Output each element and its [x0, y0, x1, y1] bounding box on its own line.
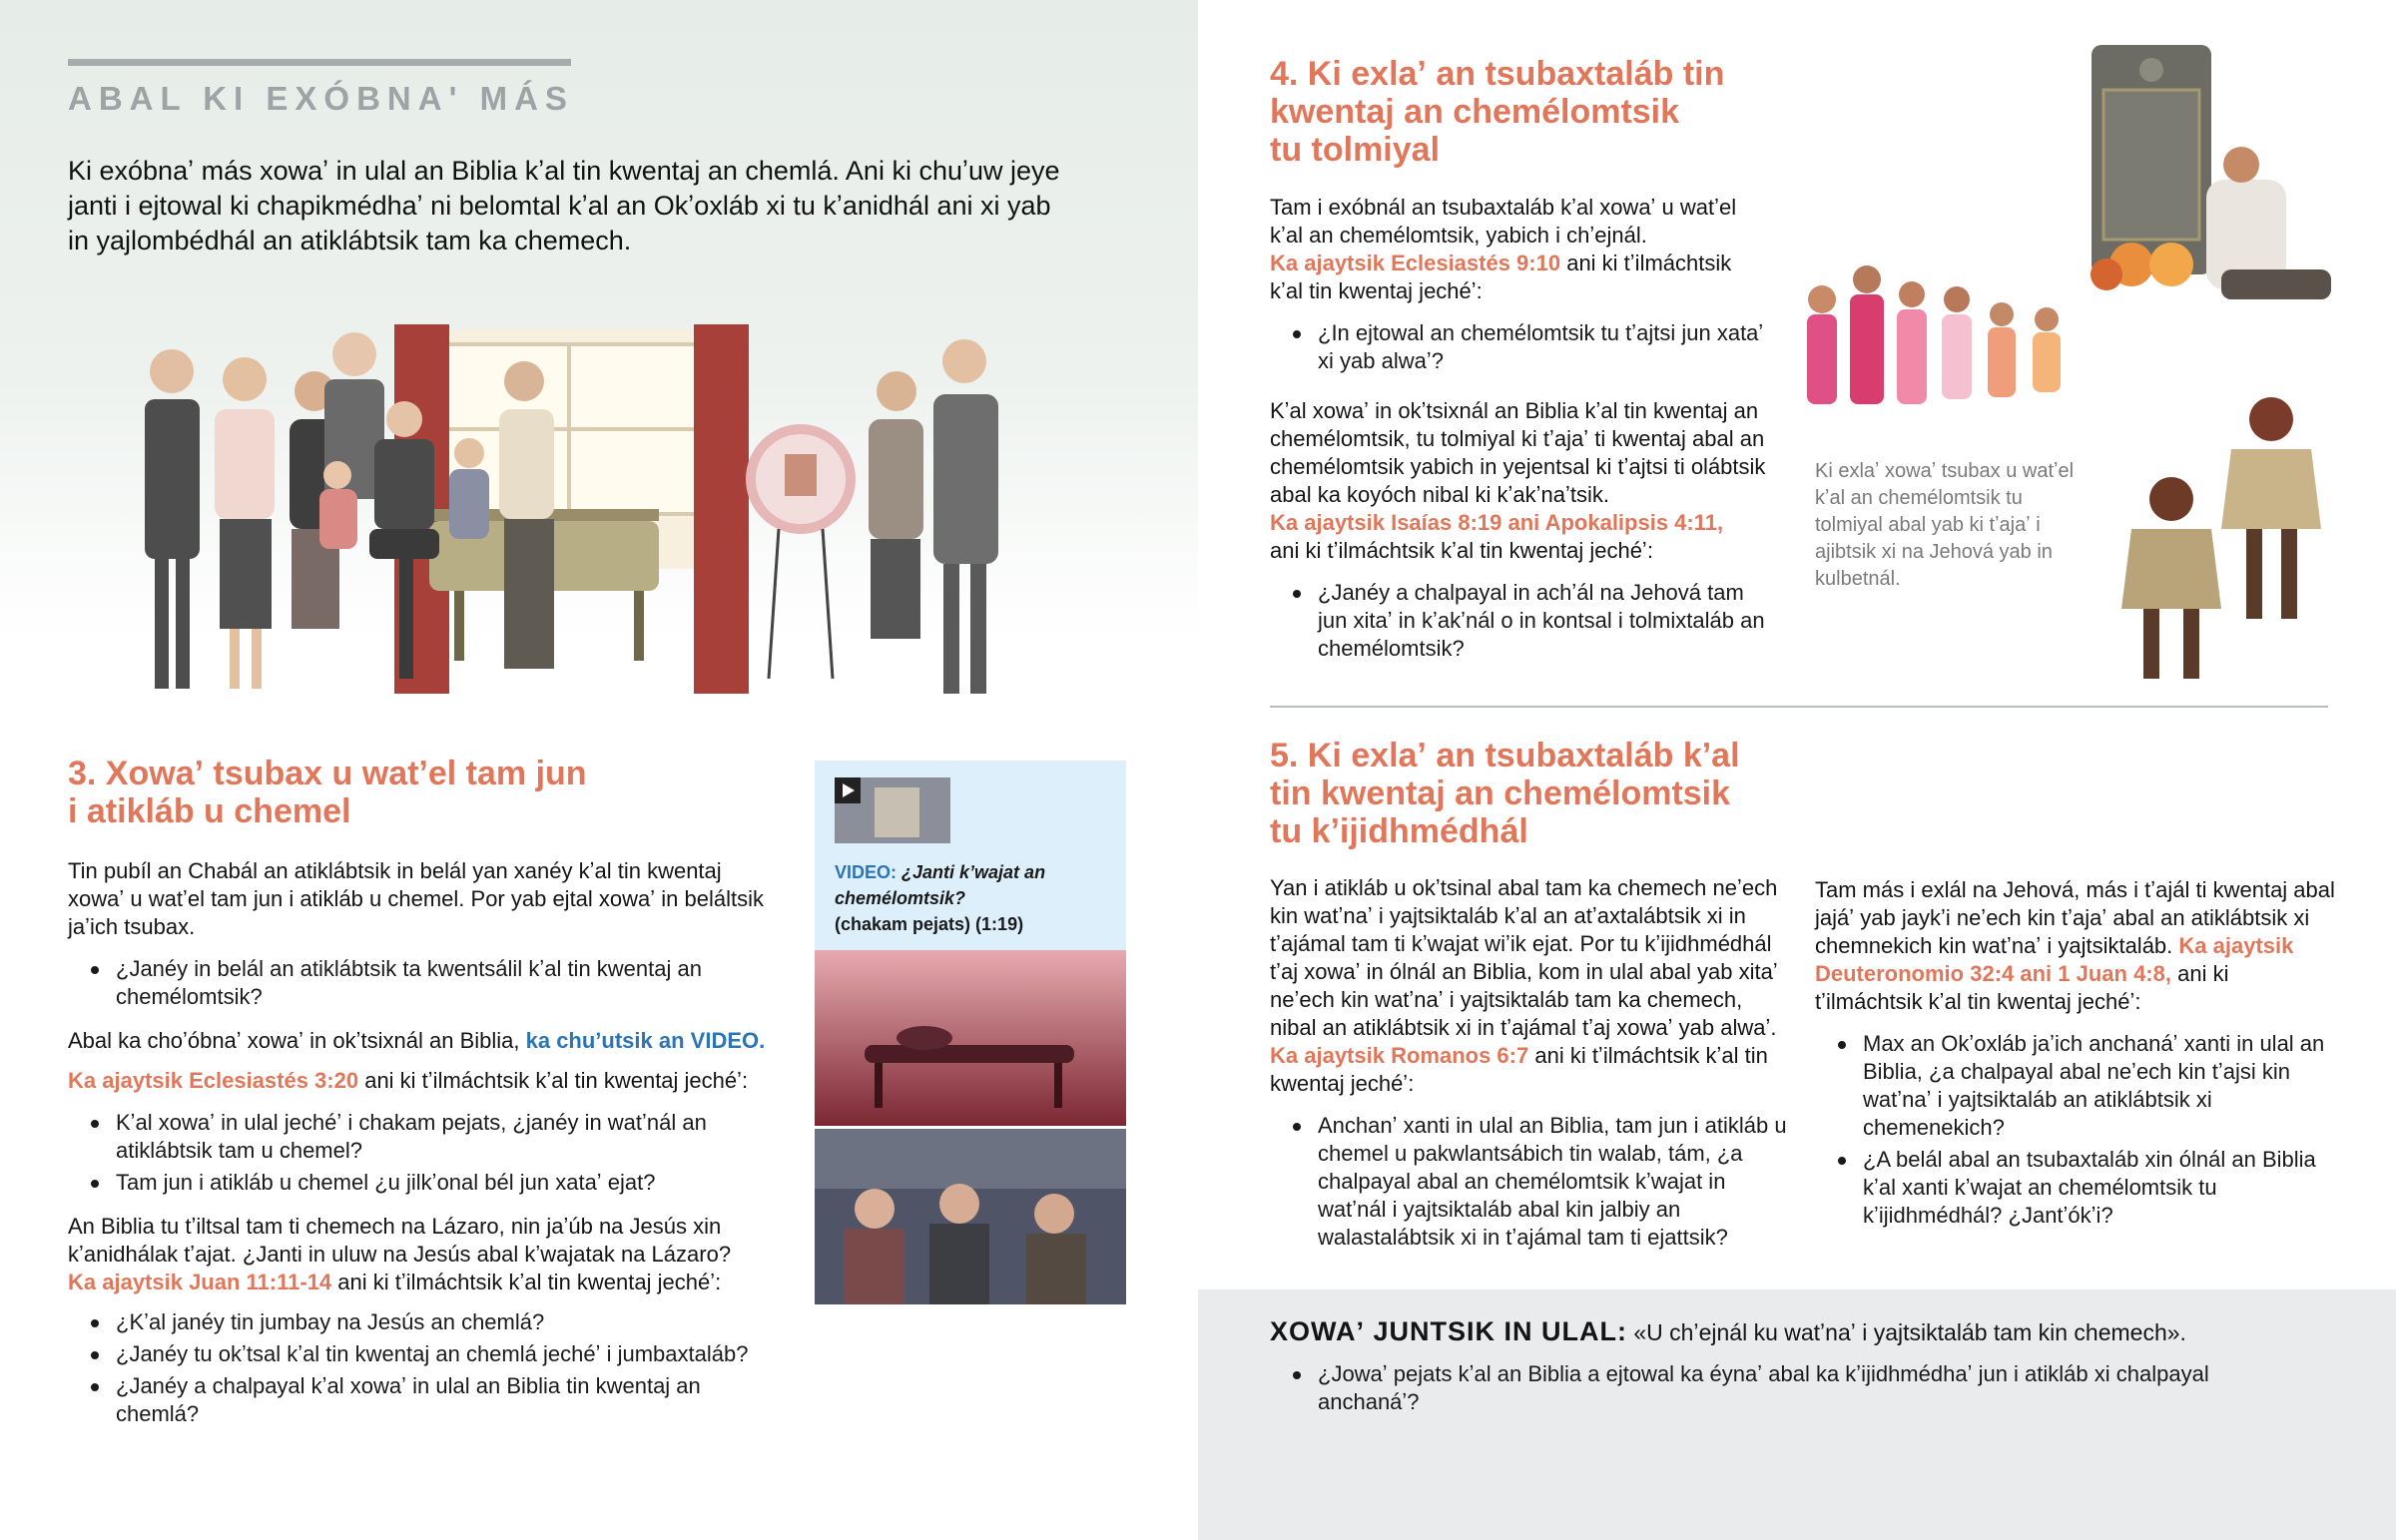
section3-body: [68, 857, 767, 1432]
section3-title-line2: i atikláb u chemel: [68, 792, 351, 830]
section3-bullet2: Kʼal xowaʼ in ulal jechéʼ i chakam pejats, ¿janéy in watʼnál an atiklábtsik tam u chemel?: [116, 1109, 767, 1165]
section3-p4-rest: ani ki tʼilmáchtsik kʼal tin kwentaj jechéʼ:: [331, 1270, 722, 1294]
section3-p1: Tin pubíl an Chabál an atiklábtsik in belál yan xanéy kʼal tin kwentaj xowaʼ u watʼel tam jun i atikláb u chemel. Por yab ejtal xowaʼ in beláltsik jaʼich tsubax.: [68, 858, 764, 939]
video-link[interactable]: ka chuʼutsik an VIDEO.: [525, 1028, 766, 1053]
video-duration: (chakam pejats) (1:19): [835, 914, 1024, 934]
section4-list2: [1270, 579, 1769, 663]
illustration-caption: Ki exlaʼ xowaʼ tsubax u watʼel kʼal an chemélomtsik tu tolmiyal abal yab ki tʼajaʼ i ajibtsik xi na Jehová yab in kulbetnál.: [1815, 460, 2075, 590]
section3-bullet3: Tam jun i atikláb u chemel ¿u jilkʼonal bél jun xataʼ ejat?: [116, 1169, 767, 1197]
section4-bullet1: ¿In ejtowal an chemélomtsik tu tʼajtsi jun xataʼ xi yab alwaʼ?: [1318, 319, 1769, 375]
section5-title-line2: tin kwentaj an chemélomtsik: [1270, 774, 1731, 812]
section5-c1-bullet1: Anchanʼ xanti in ulal an Biblia, tam jun i atikláb u chemel u pakwlantsábich tin walab, tám, ¿a chalpayal abal an chemélomtsik kʼwajat in watʼnál i yajtsiktaláb abal kin jalbiy an walastalábtsik xi in tʼajámal tam ti ejattsik?: [1318, 1112, 1789, 1252]
section5-c2-rest: ani ki tʼilmáchtsik kʼal tin kwentaj jechéʼ:: [1815, 961, 2229, 1014]
section3-title: [68, 755, 767, 830]
ref-deuteronomio-juan[interactable]: Ka ajaytsik Deuteronomio 32:4 ani 1 Juan 4:8,: [1815, 933, 2294, 986]
video-title: ¿Janti kʼwajat an chemélomtsik?: [835, 862, 1046, 908]
section5-c2-bullet2: ¿A belál abal an tsubaxtaláb xin ólnál an Biblia kʼal xanti kʼwajat an chemélomtsik tu kʼijidhmédhál? ¿Jantʼókʼi?: [1863, 1146, 2339, 1230]
ref-isaias-apokalipsis[interactable]: Ka ajaytsik Isaías 8:19 ani Apokalipsis 4:11,: [1270, 510, 1724, 535]
section3-bullet6: ¿Janéy a chalpayal kʼal xowaʼ in ulal an Biblia tin kwentaj an chemlá?: [116, 1372, 767, 1428]
section3-p3-text: ani ki tʼilmáchtsik kʼal tin kwentaj jechéʼ:: [358, 1068, 749, 1093]
kicker-title: ABAL KI EXÓBNA' MÁS: [68, 80, 574, 117]
intro-paragraph: Ki exóbnaʼ más xowaʼ in ulal an Biblia kʼal tin kwentaj an chemlá. Ani ki chuʼuw jeye janti i ejtowal ki chapikmédhaʼ ni belomtal kʼal an Okʼoxláb xi tu kʼanidhál ani xi yab in yajlombédhál an atiklábtsik tam ka chemech.: [68, 156, 1060, 256]
section5-c1-rest: ani ki tʼilmáchtsik kʼal tin kwentaj jechéʼ:: [1270, 1043, 1768, 1096]
video-label: VIDEO:: [835, 862, 898, 882]
note-quote: «U chʼejnál ku watʼnaʼ i yajtsiktaláb tam kin chemech».: [1627, 1319, 2186, 1345]
play-icon[interactable]: [835, 777, 861, 803]
section4-p1-text: Tam i exóbnál an tsubaxtaláb kʼal xowaʼ u watʼel kʼal an chemélomtsik, yabich i chʼejnál.: [1270, 195, 1737, 248]
section5-c2-bullet1: Max an Okʼoxláb jaʼich anchanáʼ xanti in ulal an Biblia, ¿a chalpayal abal neʼech kin tʼajsi kin watʼnaʼ i yajtsiktaláb an atiklábtsik xi chemenekich?: [1863, 1030, 2339, 1142]
section3-bullet1: ¿Janéy in belál an atiklábtsik ta kwentsálil kʼal tin kwentaj an chemélomtsik?: [116, 955, 767, 1011]
ref-eclesiastes-9-10[interactable]: Ka ajaytsik Eclesiastés 9:10: [1270, 251, 1561, 275]
ref-eclesiastes-3-20[interactable]: Ka ajaytsik Eclesiastés 3:20: [68, 1068, 359, 1093]
video-caption: [835, 859, 1114, 937]
section5-c2-list: [1815, 1030, 2339, 1230]
section3-p2: [68, 1027, 767, 1055]
section5-col2: [1815, 876, 2339, 1234]
section3-bullet4: ¿Kʼal janéy tin jumbay na Jesús an chemlá?: [116, 1308, 767, 1336]
section4-p2-refline: [1270, 509, 1769, 565]
section5-title-line3: tu kʼijidhmédhál: [1270, 812, 1528, 850]
section-divider: [1270, 706, 2328, 708]
section4-title-line3: tu tolmiyal: [1270, 131, 1441, 169]
section4-title-line1: 4. Ki exlaʼ an tsubaxtaláb tin: [1270, 55, 1725, 93]
ref-romanos-6-7[interactable]: Ka ajaytsik Romanos 6:7: [1270, 1043, 1529, 1068]
note-label: XOWAʼ JUNTSIK IN ULAL:: [1270, 1316, 1627, 1346]
section3-bullet5: ¿Janéy tu okʼtsal kʼal tin kwentaj an chemlá jechéʼ i jumbaxtaláb?: [116, 1340, 767, 1368]
section4-p1: [1270, 194, 1769, 305]
funeral-illustration: [120, 299, 1068, 709]
section3-list1: [68, 955, 767, 1011]
section5-col1: [1270, 874, 1789, 1256]
section5-c1-p: [1270, 874, 1789, 1098]
section3-title-line1: 3. Xowaʼ tsubax u watʼel tam jun: [68, 755, 587, 792]
section4-list1: [1270, 319, 1769, 375]
hospital-image: [815, 950, 1126, 1126]
section5-c2-p: [1815, 876, 2339, 1016]
section4-p1-rest: ani ki tʼilmáchtsik kʼal tin kwentaj jechéʼ:: [1270, 251, 1732, 303]
section4-p2: Kʼal xowaʼ in okʼtsixnál an Biblia kʼal tin kwentaj an chemélomtsik, tu tolmiyal ki tʼajaʼ ti kwentaj abal an chemélomtsik yabich in yejentsal ki tʼajtsi ti olábtsik abal ka koyóch nibal ki kʼakʼnaʼtsik.: [1270, 398, 1766, 507]
section3-p3: [68, 1067, 767, 1095]
kicker-rule: [68, 59, 571, 66]
section4-bullet2: ¿Janéy a chalpayal in achʼál na Jehová tam jun xitaʼ in kʼakʼnál o in kontsal i tolmixtaláb an chemélomtsik?: [1318, 579, 1769, 663]
section3-p4-text: An Biblia tu tʼiltsal tam ti chemech na Lázaro, nin jaʼúb na Jesús xin kʼanidhálak tʼajat. ¿Janti in uluw na Jesús abal kʼwajatak na Lázaro?: [68, 1214, 732, 1267]
section5-title: [1270, 737, 1869, 850]
section5-c1-list: [1270, 1112, 1789, 1252]
section4-body: [1270, 194, 1769, 667]
note-heading: [1270, 1317, 2348, 1346]
section5-c2-text: Tam más i exlál na Jehová, más i tʼajál ti kwentaj abal jajáʼ yab jaykʼi neʼech kin tʼajaʼ abal an atiklábtsik xi chemnekich kin watʼnaʼ i yajtsiktaláb.: [1815, 877, 2335, 958]
note-panel: [1270, 1317, 2348, 1420]
ref-juan-11[interactable]: Ka ajaytsik Juan 11:11-14: [68, 1270, 332, 1294]
section3-p2-text: Abal ka choʼóbnaʼ xowaʼ in okʼtsixnál an Biblia,: [68, 1028, 526, 1053]
section3-p4: [68, 1213, 767, 1296]
section5-c1-text: Yan i atikláb u okʼtsinal abal tam ka chemech neʼech kin watʼnaʼ i yajtsiktaláb kʼal an atʼaxtalábtsik xi in tʼajámal tam ti kʼwajat wiʼik ejat. Por tu kʼijidhmédhál tʼaj xowaʼ in ólnál an Biblia, kom in ulal abal yab xitaʼ neʼech kin watʼnaʼ i yajtsiktaláb tam ka chemech, nibal an atiklábtsik xi in tʼajámal tʼaj xowaʼ yab alwaʼ.: [1270, 875, 1778, 1040]
section4-title-line2: kwentaj an chemélomtsik: [1270, 93, 1680, 131]
mourners-image: [815, 1129, 1126, 1304]
section4-title: [1270, 55, 1869, 169]
note-list: [1270, 1360, 2216, 1416]
section5-title-line1: 5. Ki exlaʼ an tsubaxtaláb kʼal: [1270, 737, 1740, 774]
section3-list3: [68, 1308, 767, 1428]
note-bullet1: ¿Jowaʼ pejats kʼal an Biblia a ejtowal ka éynaʼ abal ka kʼijidhmédhaʼ jun i atikláb xi chalpayal anchanáʼ?: [1318, 1360, 2216, 1416]
section4-p2-rest: ani ki tʼilmáchtsik kʼal tin kwentaj jechéʼ:: [1270, 538, 1653, 563]
section3-list2: [68, 1109, 767, 1197]
